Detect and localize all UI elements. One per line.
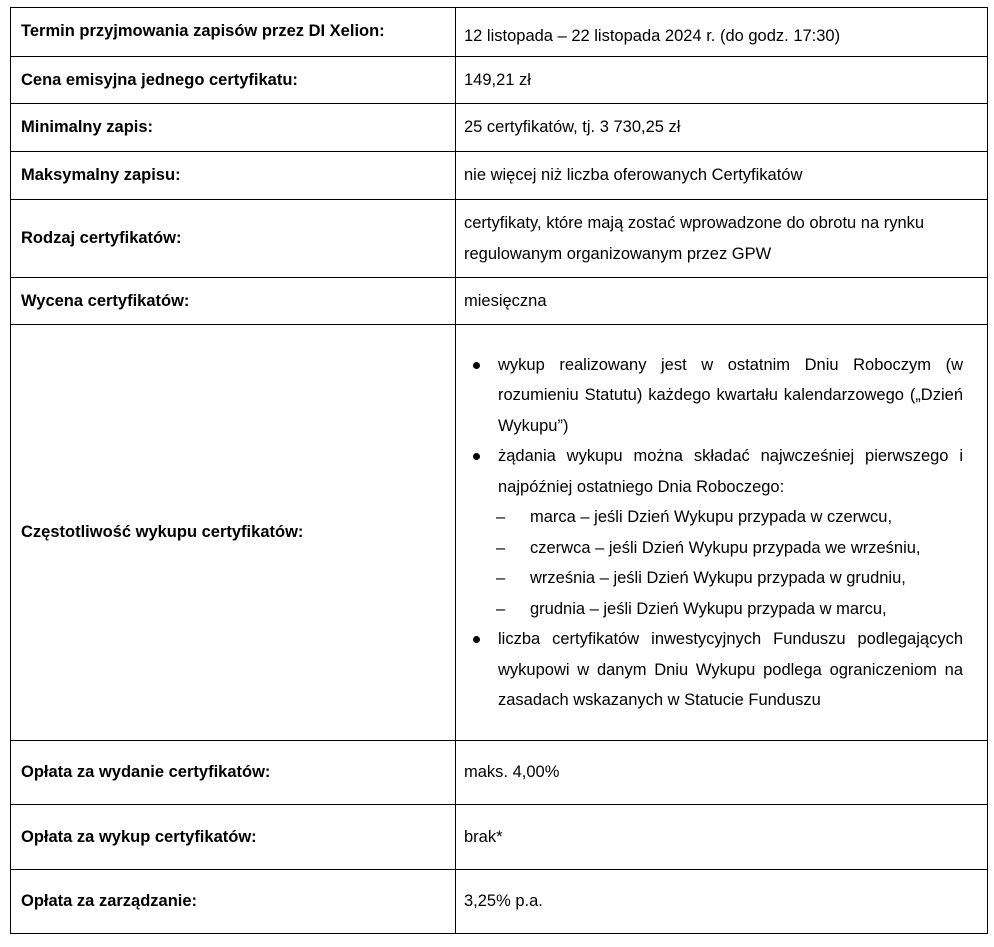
row-value: 12 listopada – 22 listopada 2024 r. (do godz. 17:30) [456,8,988,57]
row-value: 149,21 zł [456,57,988,104]
sublist-item-text: grudnia – jeśli Dzień Wykupu przypada w marcu, [530,599,887,618]
row-value: maks. 4,00% [456,741,988,805]
sublist-item [498,563,963,594]
table-row-maximum-subscription [11,152,988,200]
row-value: 3,25% p.a. [456,870,988,934]
row-value: certyfikaty, które mają zostać wprowadzone do obrotu na rynku regulowanym organizowanym przez GPW [456,200,988,278]
table-row-valuation [11,278,988,325]
row-label: Opłata za zarządzanie: [11,870,456,934]
sublist-item-text: czerwca – jeśli Dzień Wykupu przypada we wrześniu, [530,538,921,557]
sublist-item [498,533,963,564]
row-label: Rodzaj certyfikatów: [11,200,456,278]
row-label: Opłata za wydanie certyfikatów: [11,741,456,805]
row-label: Częstotliwość wykupu certyfikatów: [11,325,456,741]
dash-icon: – [496,508,506,526]
redemption-bullet-list [464,350,963,716]
row-label: Minimalny zapis: [11,104,456,152]
bullet-icon [473,636,480,643]
row-value: 25 certyfikatów, tj. 3 730,25 zł [456,104,988,152]
table-row-minimum-subscription [11,104,988,152]
sublist-item-text: września – jeśli Dzień Wykupu przypada w grudniu, [530,569,906,587]
bullet-icon [473,362,480,369]
row-value: nie więcej niż liczba oferowanych Certyfikatów [456,152,988,200]
sublist-item [498,502,963,533]
list-item-text: wykup realizowany jest w ostatnim Dniu Roboczym (w rozumieniu Statutu) każdego kwartału kalendarzowego („Dzień Wykupu”) [498,355,963,435]
sublist-item-text: marca – jeśli Dzień Wykupu przypada w czerwcu, [530,508,893,526]
dash-icon: – [496,569,506,587]
row-label: Termin przyjmowania zapisów przez DI Xelion: [11,8,456,57]
list-item [464,350,963,442]
row-label: Cena emisyjna jednego certyfikatu: [11,57,456,104]
row-label: Opłata za wykup certyfikatów: [11,805,456,870]
list-item-text: liczba certyfikatów inwestycyjnych Funduszu podlegających wykupowi w danym Dniu Wykupu podlega ograniczeniom na zasadach wskazanych w Statucie Funduszu [498,630,963,709]
table-row-redemption-frequency [11,325,988,741]
row-label: Maksymalny zapisu: [11,152,456,200]
redemption-sublist [498,502,963,624]
table-row-certificate-type [11,200,988,278]
sublist-item [498,594,963,625]
row-label: Wycena certyfikatów: [11,278,456,325]
dash-icon: – [496,599,506,618]
table-row-management-fee [11,870,988,934]
dash-icon: – [496,538,506,557]
row-value: miesięczna [456,278,988,325]
list-item-text: żądania wykupu można składać najwcześniej pierwszego i najpóźniej ostatniego Dnia Roboczego: [498,447,963,496]
row-value [456,325,988,741]
list-item [464,441,963,624]
table-row-issue-price [11,57,988,104]
offer-details-table [10,7,988,934]
table-row-subscription-period [11,8,988,57]
table-row-redemption-fee [11,805,988,870]
list-item [464,624,963,716]
row-value: brak* [456,805,988,870]
bullet-icon [473,453,480,460]
table-row-issue-fee [11,741,988,805]
